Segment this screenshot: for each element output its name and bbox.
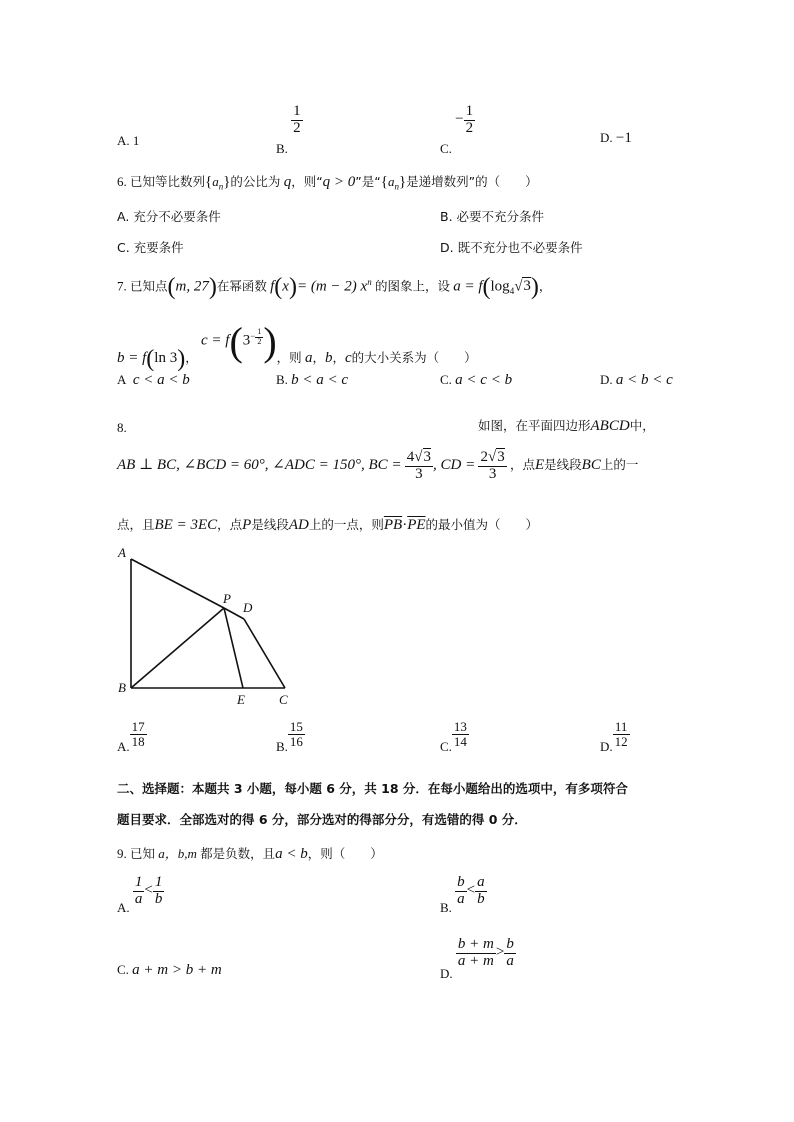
q8-stem-line3: 点，且BE = 3EC，点P是线段AD上的一点，则$\overline{PB}\cdot\overline{PE}$的最小值为（ ） (117, 517, 539, 533)
q7-stem-line2: b = f(ln 3)， $c = f(3^{- \frac{1}{2}}$ )，则 a，b，c的大小关系为（ ） (117, 319, 477, 372)
q6-option-d: D. 既不充分也不必要条件 (440, 240, 583, 255)
segment-ap (131, 559, 224, 608)
label-e: E (237, 692, 245, 707)
q5-option-c-fraction: $\frac{1}{2}$ (465, 103, 474, 136)
q5-option-a (117, 133, 139, 149)
q7-option-d: D. a < b < c (600, 372, 673, 388)
q5-option-b-fraction: $\frac{1}{2}$ (293, 103, 301, 136)
q7-option-c: C. a < c < b (440, 372, 513, 388)
q9-option-a: A. $\frac{1}{a}$ < $\frac{1}{b}$ (117, 874, 163, 916)
q6-stem: 6. 已知等比数列$\{a_n\}$的公比为 q，则“q > 0”是“$\{a_n\}$是递增数列”的（ ） (117, 174, 538, 192)
segment-pe (224, 608, 243, 688)
q5-option-a-label: A. (117, 133, 130, 148)
q6-option-b: B. 必要不充分条件 (440, 209, 545, 224)
q9-stem: 9. 已知 a，b,m 都是负数，且a < b，则（ ） (117, 846, 383, 862)
q8-stem-line2: AB ⊥ BC, ∠BCD = 60°, ∠ADC = 150°, BC = $\frac{4√3}{3}$ , CD = $\frac{2√3}{3}$ ，点E是线段BC上的一 (117, 449, 639, 482)
q8-bc-fraction: $\frac{4√3}{3}$ (406, 449, 432, 482)
q8-option-a: A. $\frac{17}{18}$ (117, 719, 145, 755)
section2-instructions-line2: 题目要求．全部选对的得 6 分，部分选对的得部分分，有选错的得 0 分． (117, 812, 527, 827)
q5-option-c-label: C. (440, 141, 452, 157)
q9-option-d: D. $\frac{b + m}{a + m}$ > $\frac{b}{a}$ (440, 936, 514, 982)
q9-option-c: C. a + m > b + m (117, 962, 222, 978)
segment-bp (131, 608, 224, 688)
label-p: P (223, 591, 231, 606)
q7-option-b: B. b < a < c (276, 372, 349, 388)
q8-quadrilateral-figure (110, 545, 310, 715)
q9-option-b: B. $\frac{b}{a}$ < $\frac{a}{b}$ (440, 874, 485, 916)
section2-instructions-line1: 二、选择题：本题共 3 小题，每小题 6 分，共 18 分．在每小题给出的选项中，有多项符合 (117, 781, 628, 796)
q5-option-b (276, 103, 303, 157)
q8-option-c: C. $\frac{13}{14}$ (440, 719, 467, 755)
q8-stem-line1: 如图，在平面四边形ABCD中， (478, 418, 655, 434)
q6-option-a: A. 充分不必要条件 (117, 209, 221, 224)
q6-option-c: C. 充要条件 (117, 240, 184, 255)
label-a: A (118, 545, 126, 560)
q7-stem-line1: 7. 已知点(m, 27)在幂函数 f(x)= (m − 2) $x^n$ 的图象上，设 $a = f(\log_4√3)$， (117, 274, 552, 300)
q8-number: 8. (117, 420, 127, 435)
q5-option-d (600, 130, 632, 147)
q5-option-a-value: 1 (132, 133, 140, 148)
segment-dc (244, 619, 285, 688)
q8-option-b: B. $\frac{15}{16}$ (276, 719, 303, 755)
q8-option-d: D. $\frac{11}{12}$ (600, 719, 628, 755)
q5-option-d-value: −1 (615, 130, 632, 146)
q5-option-c: C. − $\frac{1}{2}$ (440, 103, 474, 157)
q5-option-b-label: B. (276, 141, 288, 157)
q7-option-a: A c < a < b (117, 372, 190, 388)
label-d: D (243, 600, 253, 615)
label-c: C (279, 692, 288, 707)
q5-option-d-label: D. (600, 130, 613, 145)
q8-cd-fraction: $\frac{2√3}{3}$ (480, 449, 505, 482)
label-b: B (118, 680, 126, 695)
